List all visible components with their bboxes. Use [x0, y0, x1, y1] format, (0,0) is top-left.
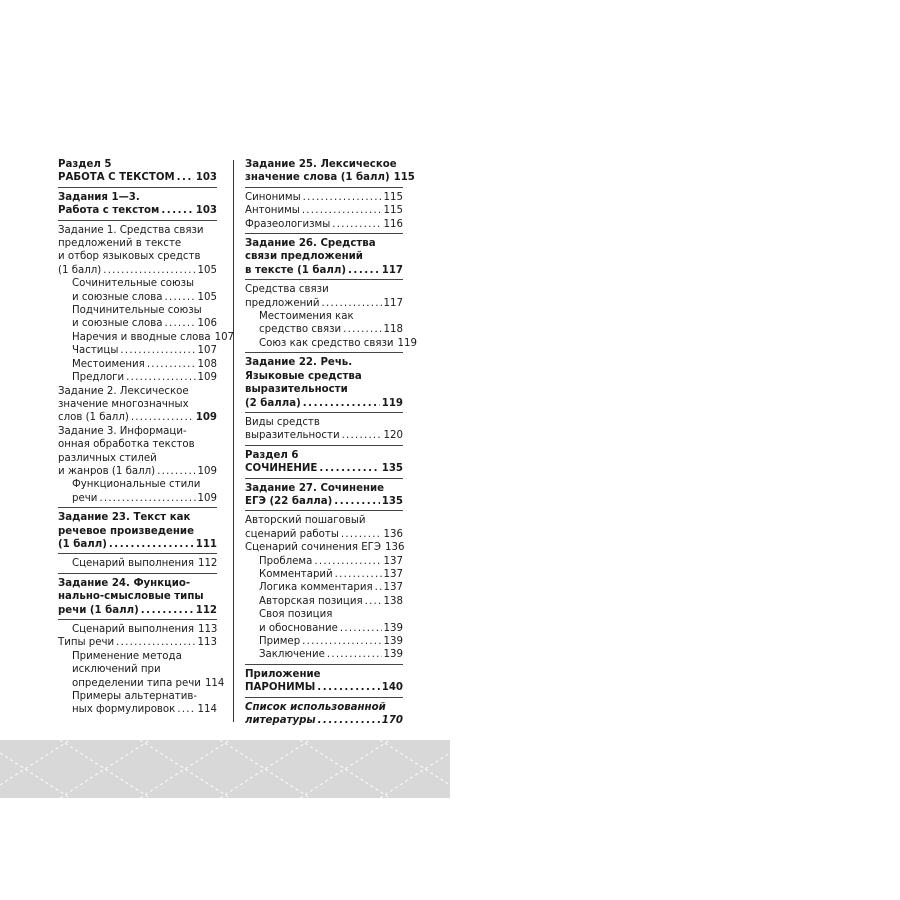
- toc-entry-title-line: Примеры альтернатив-: [72, 691, 198, 703]
- toc-entry-title-line: Сочинительные союзы: [72, 278, 195, 290]
- toc-entry[interactable]: [245, 635, 403, 648]
- toc-entry-last-line: [58, 264, 217, 277]
- toc-entry-title-line: онная обработка текстов: [58, 439, 195, 451]
- toc-entry-title-line: Задание 22. Речь.: [245, 357, 353, 369]
- dot-leader: [303, 191, 382, 204]
- dot-leader: [348, 264, 380, 277]
- toc-entry-title-line: Сценарий выполнения: [72, 624, 194, 635]
- toc-entry-last-line: [259, 622, 403, 635]
- toc-entry-title-line: и союзные слова: [72, 318, 163, 330]
- toc-entry-last-line: [72, 331, 235, 344]
- toc-entry-last-line: [259, 568, 403, 581]
- dot-leader: [314, 555, 381, 568]
- toc-entry-title-line: Задание 23. Текст как: [58, 512, 191, 524]
- page-number: 107: [214, 331, 235, 343]
- page-number: 120: [383, 430, 403, 442]
- page-number: 113: [197, 624, 218, 635]
- dot-leader: [375, 581, 382, 594]
- toc-entry-title-line: Задание 1. Средства связи: [58, 224, 204, 236]
- dot-leader: [340, 622, 382, 635]
- section-heading: Раздел 5: [58, 159, 112, 170]
- toc-entry-last-line: [72, 677, 225, 690]
- toc-entry-last-line: [245, 429, 403, 442]
- toc-entry-last-line: [72, 371, 217, 384]
- toc-entry-title-line: (1 балл): [58, 538, 107, 550]
- toc-entry-title-line: слов (1 балл): [58, 412, 129, 424]
- page-number: 119: [397, 337, 417, 349]
- toc-entry-title-line: Логика комментария: [259, 582, 373, 594]
- toc-entry-last-line: [259, 555, 403, 568]
- toc-entry-title-line: Работа с текстом: [58, 205, 160, 217]
- toc-entry-title-line: ПАРОНИМЫ: [245, 682, 316, 694]
- toc-entry-last-line: [58, 604, 217, 617]
- toc-entry-title-line: Союз как средство связи: [259, 337, 394, 349]
- page-number: 111: [195, 538, 217, 550]
- toc-entry-title-line: Подчинительные союзы: [72, 305, 202, 317]
- toc-entry[interactable]: [58, 650, 225, 690]
- dot-leader: [141, 604, 194, 617]
- toc-entry[interactable]: [245, 514, 403, 541]
- toc-entry-title-line: Функциональные стили: [72, 479, 201, 491]
- toc-entry-last-line: [245, 171, 415, 184]
- dot-leader: [365, 595, 382, 608]
- toc-entry-title-line: исключений при: [72, 664, 161, 676]
- page-number: 117: [381, 264, 403, 276]
- toc-entry-title-line: предложений: [245, 297, 320, 309]
- page-number: 103: [195, 172, 217, 184]
- toc-entry-title-line: Виды средств: [245, 416, 320, 428]
- toc-entry-title-line: и союзные слова: [72, 291, 163, 303]
- section-separator: [58, 553, 217, 554]
- page-number: 105: [197, 291, 217, 303]
- dot-leader: [322, 297, 382, 310]
- page-number: 103: [195, 205, 217, 217]
- page-number: 139: [383, 622, 403, 634]
- toc-entry[interactable]: [58, 304, 217, 331]
- toc-entry-last-line: [58, 171, 217, 184]
- toc-entry-title-line: Антонимы: [245, 205, 300, 217]
- decorative-pattern-band: [0, 740, 450, 798]
- toc-entry-title-line: связи предложений: [245, 251, 363, 263]
- toc-entry-title-line: Заключение: [259, 649, 325, 661]
- toc-entry-title-line: выразительности: [245, 384, 348, 396]
- toc-entry-last-line: [58, 538, 217, 551]
- toc-entry[interactable]: [58, 425, 217, 479]
- toc-entry-title-line: Предлоги: [72, 372, 125, 384]
- section-separator: [58, 187, 217, 188]
- page-number: 138: [383, 595, 403, 607]
- toc-entry[interactable]: [245, 191, 403, 204]
- toc-entry[interactable]: [245, 555, 403, 568]
- page-number: 135: [381, 463, 403, 475]
- toc-entry-last-line: [58, 411, 217, 424]
- toc-entry[interactable]: [58, 511, 217, 551]
- toc-entry-title-line: Сценарий сочинения ЕГЭ: [245, 542, 381, 554]
- toc-entry-last-line: [245, 541, 403, 554]
- toc-entry-title-line: Фразеологизмы: [245, 218, 331, 230]
- page-number: 109: [195, 412, 217, 424]
- page-number: 136: [384, 542, 405, 554]
- toc-entry-last-line: [259, 648, 403, 661]
- diamond-pattern: [0, 740, 450, 798]
- toc-entry[interactable]: [245, 701, 403, 728]
- toc-entry-last-line: [72, 358, 217, 371]
- toc-entry-last-line: [245, 297, 403, 310]
- toc-left-column: [58, 158, 235, 717]
- toc-entry-title-line: Синонимы: [245, 191, 301, 203]
- toc-entry-title-line: сценарий работы: [245, 528, 339, 540]
- toc-entry-title-line: Своя позиция: [259, 609, 333, 621]
- dot-leader: [99, 492, 195, 505]
- toc-entry-last-line: [259, 595, 403, 608]
- section-separator: [245, 233, 403, 234]
- dot-leader: [302, 635, 381, 648]
- page-number: 170: [381, 715, 403, 727]
- page-number: 140: [381, 682, 403, 694]
- toc-entry-last-line: [58, 636, 217, 649]
- toc-entry[interactable]: [245, 581, 403, 594]
- toc-entry[interactable]: [58, 623, 217, 636]
- toc-entry-title-line: Местоимения как: [259, 311, 354, 323]
- section-heading: Раздел 6: [245, 449, 299, 461]
- section-separator: [245, 697, 403, 698]
- dot-leader: [147, 358, 196, 371]
- toc-entry[interactable]: [245, 462, 403, 475]
- dot-leader: [126, 371, 195, 384]
- toc-entry[interactable]: [245, 310, 403, 337]
- toc-entry[interactable]: [58, 277, 217, 304]
- toc-entry-last-line: [72, 291, 217, 304]
- toc-right-column: [245, 158, 417, 727]
- toc-entry-last-line: [259, 323, 403, 336]
- toc-entry-title-line: (2 балла): [245, 397, 301, 409]
- toc-entry-title-line: литературы: [245, 715, 316, 727]
- dot-leader: [177, 171, 194, 184]
- toc-entry-title-line: выразительности: [245, 430, 340, 442]
- toc-entry-title-line: и обоснование: [259, 622, 338, 634]
- dot-leader: [131, 411, 194, 424]
- toc-entry-title-line: Частицы: [72, 345, 119, 357]
- page-number: 105: [197, 264, 217, 276]
- toc-entry-title-line: речи: [72, 492, 98, 504]
- toc-entry-last-line: [259, 581, 403, 594]
- toc-entry-last-line: [245, 462, 403, 475]
- page-number: 137: [383, 555, 403, 567]
- page-number: 137: [383, 568, 403, 580]
- toc-entry-title-line: Местоимения: [72, 358, 145, 370]
- section-separator: [245, 352, 403, 353]
- toc-entry-title-line: значение многозначных: [58, 398, 189, 410]
- toc-entry-last-line: [245, 191, 403, 204]
- section-separator: [58, 619, 217, 620]
- toc-entry[interactable]: [245, 158, 415, 185]
- toc-entry-last-line: [245, 495, 403, 508]
- toc-entry[interactable]: [245, 416, 403, 443]
- page-number: 136: [383, 528, 403, 540]
- toc-entry-title-line: РАБОТА С ТЕКСТОМ: [58, 172, 175, 184]
- section-separator: [245, 664, 403, 665]
- toc-entry-last-line: [245, 204, 403, 217]
- toc-entry-last-line: [259, 635, 403, 648]
- section-separator: [245, 279, 403, 280]
- toc-entry[interactable]: [245, 283, 403, 310]
- toc-entry[interactable]: [58, 636, 217, 649]
- toc-entry-last-line: [72, 344, 217, 357]
- dot-leader: [109, 538, 194, 551]
- dot-leader: [165, 291, 196, 304]
- toc-entry-last-line: [72, 492, 217, 505]
- toc-entry[interactable]: [58, 171, 217, 184]
- dot-leader: [303, 397, 380, 410]
- section-separator: [58, 507, 217, 508]
- toc-entry-title-line: Сценарий выполнения: [72, 558, 194, 570]
- dot-leader: [318, 714, 380, 727]
- toc-entry-title-line: речевое произведение: [58, 525, 194, 537]
- toc-entry-title-line: определении типа речи: [72, 677, 201, 689]
- toc-entry-last-line: [58, 204, 217, 217]
- toc-entry-title-line: Применение метода: [72, 650, 182, 662]
- toc-entry[interactable]: [58, 557, 217, 570]
- page-number: 119: [381, 397, 403, 409]
- section-separator: [245, 445, 403, 446]
- toc-entry-last-line: [58, 465, 217, 478]
- toc-entry-title-line: средство связи: [259, 324, 342, 336]
- page-number: 107: [197, 345, 217, 357]
- toc-entry[interactable]: [58, 690, 217, 717]
- section-heading: Приложение: [245, 668, 321, 680]
- page-number: 139: [383, 636, 403, 647]
- dot-leader: [343, 323, 381, 336]
- toc-entry-title-line: ных формулировок: [72, 704, 176, 716]
- page-number: 109: [197, 372, 217, 384]
- toc-entry-title-line: и отбор языковых средств: [58, 251, 201, 263]
- dot-leader: [177, 703, 195, 716]
- toc-entry-title-line: нально-смысловые типы: [58, 591, 204, 603]
- toc-entry[interactable]: [58, 191, 217, 218]
- dot-leader: [342, 429, 382, 442]
- toc-entry-last-line: [259, 337, 417, 350]
- toc-entry-title-line: предложений в тексте: [58, 238, 182, 250]
- toc-entry-last-line: [245, 681, 403, 694]
- toc-entry-title-line: СОЧИНЕНИЕ: [245, 463, 318, 475]
- dot-leader: [302, 204, 382, 217]
- page-number: 118: [383, 324, 403, 336]
- toc-entry[interactable]: [58, 385, 217, 425]
- toc-entry-last-line: [72, 317, 217, 330]
- dot-leader: [165, 317, 196, 330]
- toc-entry-last-line: [72, 623, 217, 636]
- dot-leader: [317, 681, 379, 694]
- section-separator: [58, 220, 217, 221]
- toc-entry-title-line: Языковые средства: [245, 370, 362, 382]
- dot-leader: [116, 636, 195, 649]
- dot-leader: [319, 462, 379, 475]
- dot-leader: [341, 528, 382, 541]
- page-number: 113: [197, 637, 217, 649]
- page-number: 109: [197, 465, 217, 477]
- dot-leader: [332, 218, 381, 231]
- toc-entry-last-line: [245, 397, 403, 410]
- page-number: 117: [383, 297, 403, 309]
- toc-entry[interactable]: [245, 648, 403, 661]
- page-number: 106: [197, 318, 217, 330]
- toc-entry-title-line: в тексте (1 балл): [245, 264, 346, 276]
- page-number: 112: [197, 558, 218, 570]
- toc-entry[interactable]: [58, 371, 217, 384]
- toc-entry[interactable]: [58, 331, 235, 344]
- toc-entry-title-line: (1 балл): [58, 264, 102, 276]
- toc-entry-title-line: Комментарий: [259, 568, 333, 580]
- toc-entry[interactable]: [245, 541, 403, 554]
- toc-entry-title-line: Задание 25. Лексическое: [245, 159, 397, 170]
- toc-entry[interactable]: [245, 356, 403, 410]
- toc-entry-title-line: Задание 27. Сочинение: [245, 482, 385, 494]
- toc-entry-title-line: Задание 2. Лексическое: [58, 385, 189, 397]
- dot-leader: [120, 344, 195, 357]
- toc-entry-title-line: Авторская позиция: [259, 595, 363, 607]
- toc-entry-title-line: Наречия и вводные слова: [72, 331, 211, 343]
- dot-leader: [161, 204, 193, 217]
- toc-entry-title-line: Список использованной: [245, 701, 386, 713]
- toc-entry-last-line: [245, 714, 403, 727]
- page-number: 115: [383, 191, 403, 203]
- toc-entry-title-line: значение слова (1 балл): [245, 172, 390, 184]
- toc-entry[interactable]: [245, 568, 403, 581]
- toc-entry-title-line: речи (1 балл): [58, 604, 139, 616]
- toc-entry-title-line: Проблема: [259, 555, 313, 567]
- page-number: 112: [195, 604, 217, 616]
- toc-entry[interactable]: [245, 218, 403, 231]
- section-separator: [245, 510, 403, 511]
- toc-entry[interactable]: [58, 344, 217, 357]
- dot-leader: [335, 568, 382, 581]
- toc-entry-title-line: различных стилей: [58, 452, 157, 464]
- toc-entry[interactable]: [245, 595, 403, 608]
- toc-entry-title-line: Пример: [259, 636, 301, 647]
- toc-entry[interactable]: [58, 224, 217, 278]
- page-number: 139: [383, 649, 403, 661]
- section-separator: [245, 412, 403, 413]
- toc-entry[interactable]: [58, 577, 217, 617]
- dot-leader: [103, 264, 195, 277]
- toc-entry-title-line: ЕГЭ (22 балла): [245, 495, 333, 507]
- dot-leader: [157, 465, 195, 478]
- dot-leader: [334, 495, 379, 508]
- toc-entry-title-line: Авторский пошаговый: [245, 515, 366, 527]
- toc-entry-title-line: Типы речи: [58, 637, 115, 649]
- page-number: 115: [383, 205, 403, 217]
- toc-entry[interactable]: [58, 358, 217, 371]
- toc-entry[interactable]: [245, 237, 403, 277]
- page-number: 109: [197, 492, 217, 504]
- toc-entry-title-line: Задание 24. Функцио-: [58, 577, 191, 589]
- page-number: 116: [383, 218, 403, 230]
- toc-entry-last-line: [72, 703, 217, 716]
- toc-entry-title-line: Средства связи: [245, 284, 329, 296]
- toc-entry-last-line: [245, 264, 403, 277]
- column-divider: [233, 160, 234, 722]
- toc-entry-title-line: Задания 1—3.: [58, 191, 140, 203]
- toc-entry-title-line: и жанров (1 балл): [58, 465, 156, 477]
- toc-entry[interactable]: [245, 482, 403, 509]
- section-separator: [245, 187, 403, 188]
- toc-entry-last-line: [72, 557, 217, 570]
- page-number: 114: [204, 677, 225, 689]
- toc-entry-title-line: Задание 3. Информаци-: [58, 425, 187, 437]
- section-separator: [245, 478, 403, 479]
- section-separator: [58, 573, 217, 574]
- toc-entry-last-line: [245, 528, 403, 541]
- page-number: 115: [393, 172, 415, 184]
- page-number: 135: [381, 495, 403, 507]
- page-number: 108: [197, 358, 217, 370]
- toc-entry[interactable]: [245, 608, 403, 635]
- toc-entry-title-line: Задание 26. Средства: [245, 238, 376, 250]
- toc-entry[interactable]: [245, 204, 403, 217]
- page-number: 137: [383, 582, 403, 594]
- toc-entry[interactable]: [245, 337, 417, 350]
- dot-leader: [327, 648, 382, 661]
- page-number: 114: [197, 704, 217, 716]
- toc-entry[interactable]: [58, 478, 217, 505]
- toc-entry-last-line: [245, 218, 403, 231]
- toc-entry[interactable]: [245, 681, 403, 694]
